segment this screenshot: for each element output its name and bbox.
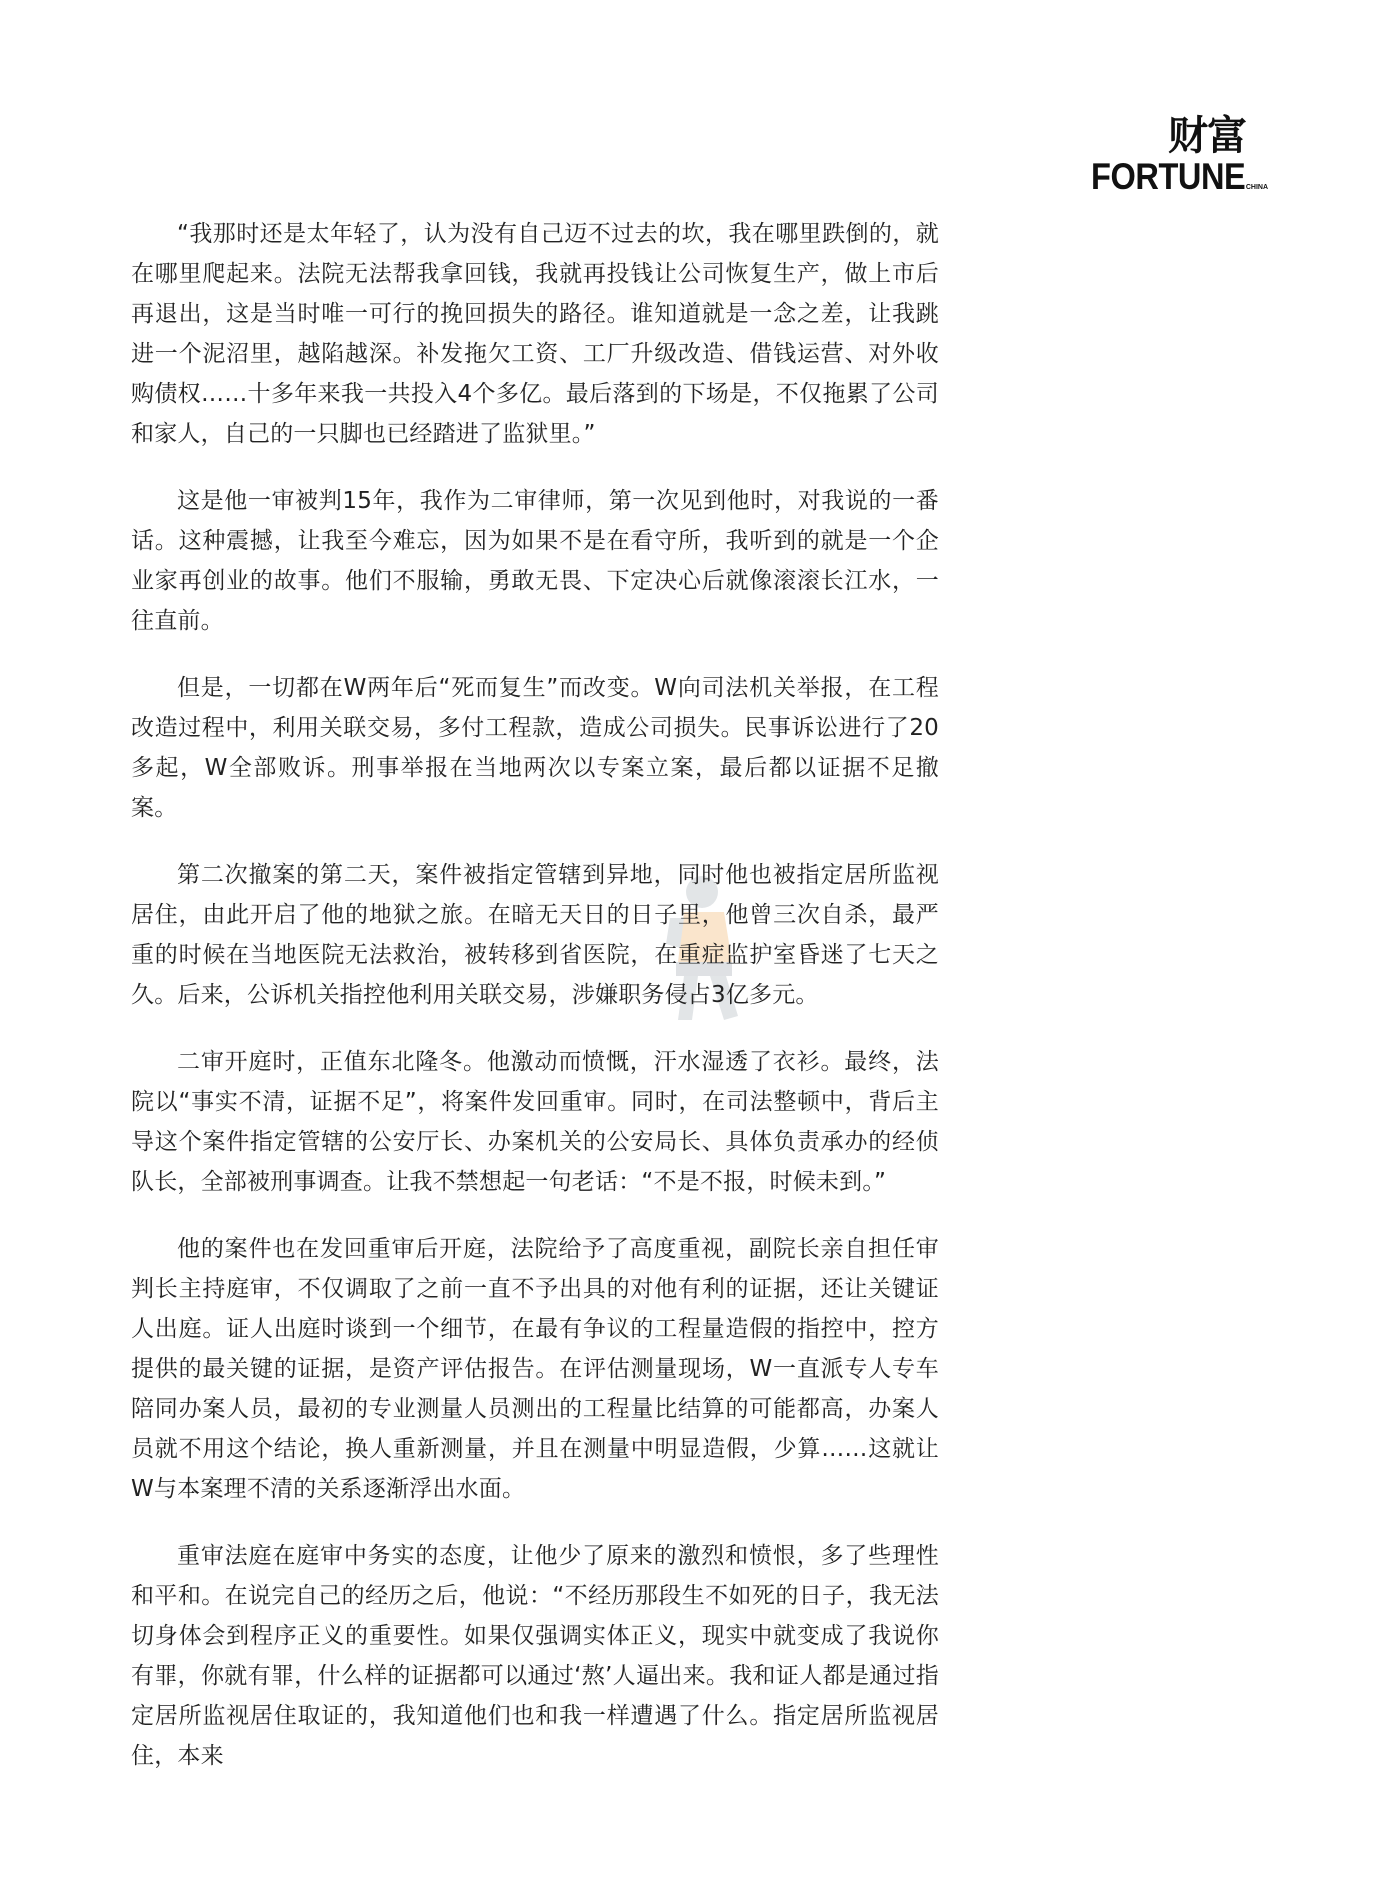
article-paragraph-3: 但是，一切都在W两年后“死而复生”而改变。W向司法机关举报，在工程改造过程中，利用关联交易，多付工程款，造成公司损失。民事诉讼进行了20多起，W全部败诉。刑事举报在当地两次以专案立案，最后都以证据不足撤案。 [131, 675, 939, 821]
article-paragraph-6: 他的案件也在发回重审后开庭，法院给予了高度重视，副院长亲自担任审判长主持庭审，不仅调取了之前一直不予出具的对他有利的证据，还让关键证人出庭。证人出庭时谈到一个细节，在最有争议的工程量造假的指控中，控方提供的最关键的证据，是资产评估报告。在评估测量现场，W一直派专人专车陪同办案人员，最初的专业测量人员测出的工程量比结算的可能都高，办案人员就不用这个结论，换人重新测量，并且在测量中明显造假，少算……这就让W与本案理不清的关系逐渐浮出水面。 [131, 1236, 939, 1502]
article-paragraph-7: 重审法庭在庭审中务实的态度，让他少了原来的激烈和愤恨，多了些理性和平和。在说完自己的经历之后，他说：“不经历那段生不如死的日子，我无法切身体会到程序正义的重要性。如果仅强调实体正义，现实中就变成了我说你有罪，你就有罪，什么样的证据都可以通过‘熬’人逼出来。我和证人都是通过指定居所监视居住取证的，我知道他们也和我一样遭遇了什么。指定居所监视居住，本来 [131, 1543, 939, 1769]
article-paragraph-2: 这是他一审被判15年，我作为二审律师，第一次见到他时，对我说的一番话。这种震撼，让我至今难忘，因为如果不是在看守所，我听到的就是一个企业家再创业的故事。他们不服输，勇敢无畏、下定决心后就像滚滚长江水，一往直前。 [131, 488, 939, 634]
article-paragraph-4: 第二次撤案的第二天，案件被指定管辖到异地，同时他也被指定居所监视居住，由此开启了他的地狱之旅。在暗无天日的日子里，他曾三次自杀，最严重的时候在当地医院无法救治，被转移到省医院，在重症监护室昏迷了七天之久。后来，公诉机关指控他利用关联交易，涉嫌职务侵占3亿多元。 [131, 862, 939, 1008]
article-body [131, 214, 939, 1803]
article-paragraph-1: “我那时还是太年轻了，认为没有自己迈不过去的坎，我在哪里跌倒的，就在哪里爬起来。法院无法帮我拿回钱，我就再投钱让公司恢复生产，做上市后再退出，这是当时唯一可行的挽回损失的路径。谁知道就是一念之差，让我跳进一个泥沼里，越陷越深。补发拖欠工资、工厂升级改造、借钱运营、对外收购债权……十多年来我一共投入4个多亿。最后落到的下场是，不仅拖累了公司和家人，自己的一只脚也已经踏进了监狱里。” [131, 221, 939, 447]
logo-english-text: FORTUNE [1090, 156, 1245, 197]
article-paragraph-5: 二审开庭时，正值东北隆冬。他激动而愤慨，汗水湿透了衣衫。最终，法院以“事实不清，证据不足”，将案件发回重审。同时，在司法整顿中，背后主导这个案件指定管辖的公安厅长、办案机关的公安局长、具体负责承办的经侦队长，全部被刑事调查。让我不禁想起一句老话：“不是不报，时候未到。” [131, 1049, 939, 1195]
logo-english-row [1090, 156, 1268, 197]
logo-chinese-text: 财富 [1168, 113, 1246, 159]
logo-china-suffix: CHINA [1245, 184, 1268, 191]
fortune-china-logo [1090, 113, 1268, 197]
